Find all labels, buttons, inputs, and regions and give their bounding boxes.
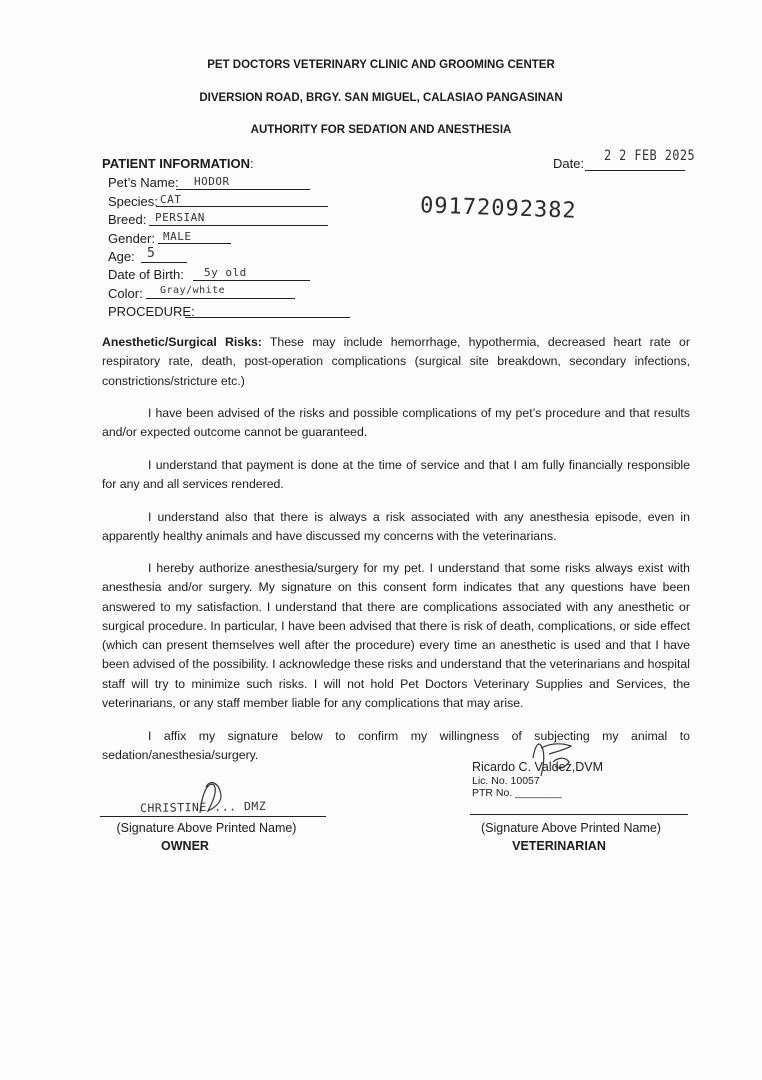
species-label: Species: (108, 194, 158, 209)
procedure-label: PROCEDURE: (108, 304, 195, 319)
age-line (141, 262, 187, 263)
dob-label: Date of Birth: (108, 267, 184, 282)
age-value: 5 (147, 246, 156, 261)
dob-value: 5y old (204, 266, 247, 279)
breed-value: PERSIAN (155, 211, 205, 224)
clinic-address: DIVERSION ROAD, BRGY. SAN MIGUEL, CALASIAO PANGASINAN (199, 92, 563, 104)
consent-paragraph-2: I understand that payment is done at the time of service and that I am fully financially responsible for any and all services rendered. (102, 458, 690, 492)
consent-paragraph-3: I understand also that there is always a risk associated with any anesthesia episode, even in apparently healthy animals and have discussed my concerns with the veterinarians. (102, 510, 690, 544)
breed-label: Breed: (108, 212, 147, 227)
species-value: CAT (160, 193, 182, 206)
gender-value: MALE (163, 230, 192, 243)
risks-text: These may include hemorrhage, hypothermia, decreased heart rate or respiratory rate, death, post-operation complications (surgical site breakdown, secondary infections, constrictions/stricture etc.) (102, 335, 690, 388)
color-label: Color: (108, 286, 143, 301)
risks-paragraph (102, 333, 690, 391)
gender-line (158, 243, 231, 244)
date-line (585, 170, 685, 171)
date-label: Date: (553, 156, 585, 171)
patient-info-label: PATIENT INFORMATION (102, 156, 251, 171)
vet-stamp-name: Ricardo C. Valdez,DVM (472, 760, 604, 774)
pet-name-value: HODOR (194, 175, 230, 188)
clinic-name: PET DOCTORS VETERINARY CLINIC AND GROOMING CENTER (207, 59, 555, 71)
vet-role: VETERINARIAN (512, 839, 606, 853)
procedure-line (185, 317, 350, 318)
vet-license: Lic. No. 10057 (472, 775, 540, 787)
risks-label: Anesthetic/Surgical Risks: (102, 335, 262, 349)
age-label: Age: (108, 249, 135, 264)
dob-line (193, 280, 310, 281)
vet-ptr: PTR No. ________ (472, 787, 562, 799)
consent-paragraph-1: I have been advised of the risks and possible complications of my pet’s procedure and that results and/or expected outcome cannot be guaranteed. (102, 406, 690, 440)
owner-handwritten-name: CHRISTINE ... DMZ (139, 798, 267, 816)
owner-role: OWNER (161, 839, 209, 853)
owner-signature-caption: (Signature Above Printed Name) (116, 821, 297, 835)
vet-signature (525, 728, 585, 786)
consent-paragraph-4: I hereby authorize anesthesia/surgery for my pet. I understand that some risks always exist with anesthesia and/or surgery. My signature on this consent form indicates that any questions have been answered to my satisfaction. I understand that there are complications associated with any anesthetic or surgical procedure. In particular, I have been advised that there is risk of death, complications, or side effect (which can present themselves well after the procedure) every time an anesthetic is used and that I have been advised of the possibility. I acknowledge these risks and understand that the veterinarians and hospital staff will try to minimize such risks. I will not hold Pet Doctors Veterinary Supplies and Services, the veterinarians, or any staff member liable for any complications that may arise. (102, 561, 690, 711)
patient-info-colon: : (250, 156, 254, 171)
handwritten-phone: 09172092382 (419, 193, 578, 224)
pet-name-label: Pet’s Name: (108, 175, 179, 190)
patient-info-heading (102, 156, 254, 171)
consent-paragraph-5: I affix my signature below to confirm my willingness of subjecting my animal to sedation/anesthesia/surgery. (102, 729, 690, 763)
breed-line (149, 225, 328, 226)
vet-signature-line (470, 814, 688, 815)
color-value: Gray/white (160, 285, 226, 296)
date-value: 2 2 FEB 2025 (604, 148, 696, 164)
gender-label: Gender: (108, 231, 155, 246)
form-title: AUTHORITY FOR SEDATION AND ANESTHESIA (250, 124, 512, 136)
pet-name-line (176, 189, 310, 190)
vet-signature-caption: (Signature Above Printed Name) (481, 821, 661, 835)
color-line (146, 298, 295, 299)
species-line (156, 206, 328, 207)
owner-signature-line (100, 816, 326, 817)
